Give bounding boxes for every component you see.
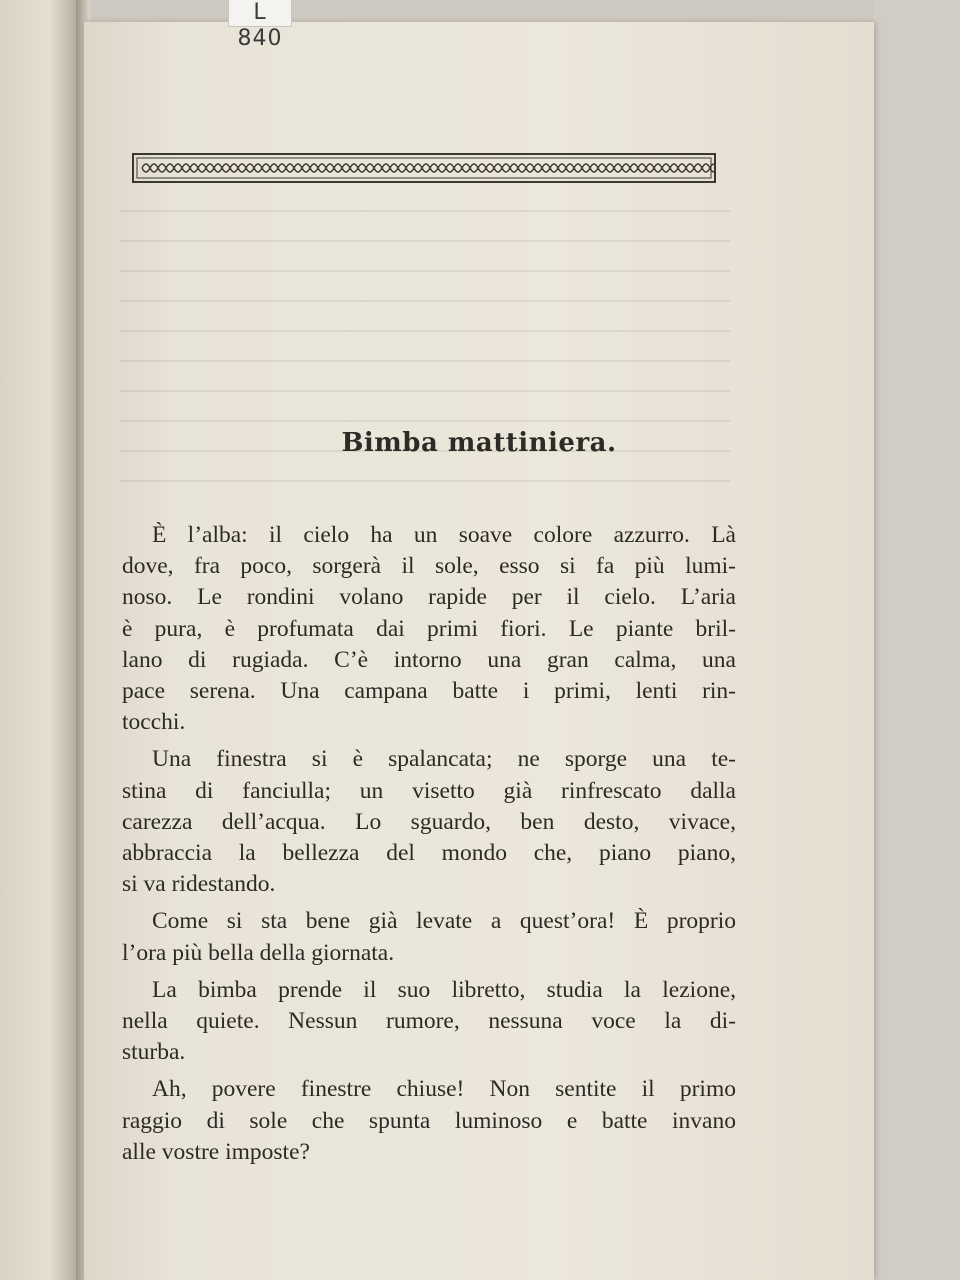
text-line: tocchi. xyxy=(122,709,186,736)
paragraph xyxy=(122,975,736,1069)
text-line: Una finestra si è spalancata; ne sporge una te- xyxy=(152,746,736,773)
text-line: Come si sta bene già levate a quest’ora! È proprio xyxy=(152,908,736,935)
decorative-border-icon xyxy=(132,153,716,183)
paragraph xyxy=(122,1074,736,1168)
text-line: alle vostre imposte? xyxy=(122,1138,310,1165)
text-line: sturba. xyxy=(122,1039,186,1066)
library-sticker xyxy=(228,0,292,51)
text-line: raggio di sole che spunta luminoso e batte invano xyxy=(122,1107,736,1134)
paragraph xyxy=(122,906,736,968)
text-line: dove, fra poco, sorgerà il sole, esso si fa più lumi- xyxy=(122,553,736,580)
text-line: abbraccia la bellezza del mondo che, piano piano, xyxy=(122,840,736,867)
text-line: lano di rugiada. C’è intorno una gran calma, una xyxy=(122,646,736,673)
text-line: si va ridestando. xyxy=(122,871,276,898)
text-line: noso. Le rondini volano rapide per il cielo. L’aria xyxy=(122,584,736,611)
left-page-edge xyxy=(0,0,88,1280)
page-title: Bimba mattiniera. xyxy=(341,428,617,458)
background-surface xyxy=(874,0,960,1280)
text-line: carezza dell’acqua. Lo sguardo, ben desto, vivace, xyxy=(122,808,736,835)
text-line: è pura, è profumata dai primi fiori. Le piante bril- xyxy=(122,615,736,642)
paragraph xyxy=(122,744,736,900)
paragraph xyxy=(122,520,736,738)
sticker-label: L 840 xyxy=(237,0,283,51)
text-line: nella quiete. Nessun rumore, nessuna voce la di- xyxy=(122,1008,736,1035)
text-line: stina di fanciulla; un visetto già rinfrescato dalla xyxy=(122,777,736,804)
text-line: l’ora più bella della giornata. xyxy=(122,939,395,966)
body-text xyxy=(122,520,736,1174)
text-line: La bimba prende il suo libretto, studia la lezione, xyxy=(152,976,736,1003)
text-line: pace serena. Una campana batte i primi, lenti rin- xyxy=(122,678,736,705)
text-line: Ah, povere finestre chiuse! Non sentite il primo xyxy=(152,1076,736,1103)
text-line: È l’alba: il cielo ha un soave colore azzurro. Là xyxy=(152,522,736,548)
